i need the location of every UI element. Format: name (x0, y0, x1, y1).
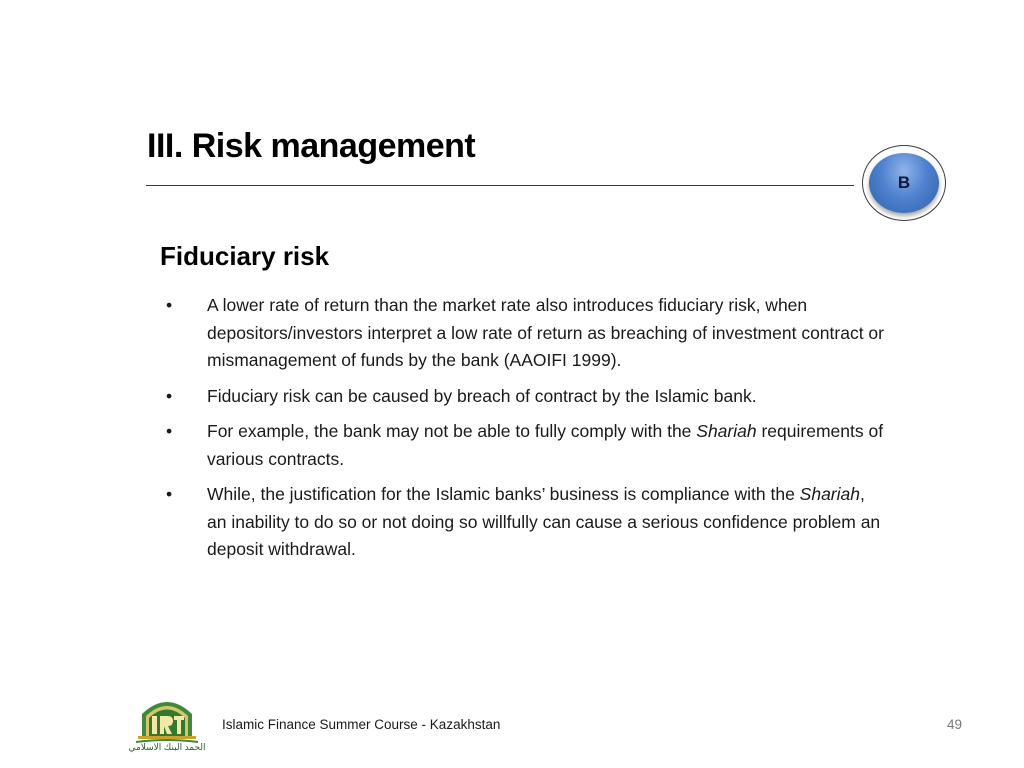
bullet-text: A lower rate of return than the market rate also introduces fiduciary risk, when depositors/investors interpret a low rate of return as breaching of investment contract or mismanagement of funds by the bank (AAOIFI 1999). (207, 295, 884, 370)
bullet-item (166, 481, 886, 564)
bullet-list (166, 292, 886, 572)
bullet-text: For example, the bank may not be able to fully comply with the (207, 421, 697, 441)
bullet-item (166, 292, 886, 375)
bullet-item (166, 383, 886, 411)
bullet-text-italic: Shariah (696, 421, 757, 441)
section-badge (869, 153, 939, 213)
bullet-marker: • (166, 421, 173, 441)
bullet-text: While, the justification for the Islamic banks’ business is compliance with the (207, 484, 800, 504)
bullet-text: requirements of various contracts. (207, 421, 884, 469)
page-number: 49 (946, 717, 962, 732)
bullet-marker: • (166, 484, 173, 504)
bullet-text-italic: Shariah (799, 484, 860, 504)
bullet-item (166, 418, 886, 473)
bullet-marker: • (166, 295, 173, 315)
bullet-marker: • (166, 385, 173, 406)
section-badge-label: B (897, 173, 911, 192)
bullet-text: Fiduciary risk can be caused by breach of contract by the Islamic bank. (207, 385, 757, 406)
slide-subtitle: Fiduciary risk (160, 241, 330, 271)
bullet-text: , an inability to do so or not doing so willfully can cause a serious confidence problem an deposit withdrawal. (207, 484, 881, 559)
page-title: III. Risk management (147, 127, 476, 165)
title-divider (146, 185, 854, 186)
logo-caption: الحمد البنك الاسلامي (128, 742, 206, 752)
footer-text: Islamic Finance Summer Course - Kazakhstan (222, 717, 501, 732)
